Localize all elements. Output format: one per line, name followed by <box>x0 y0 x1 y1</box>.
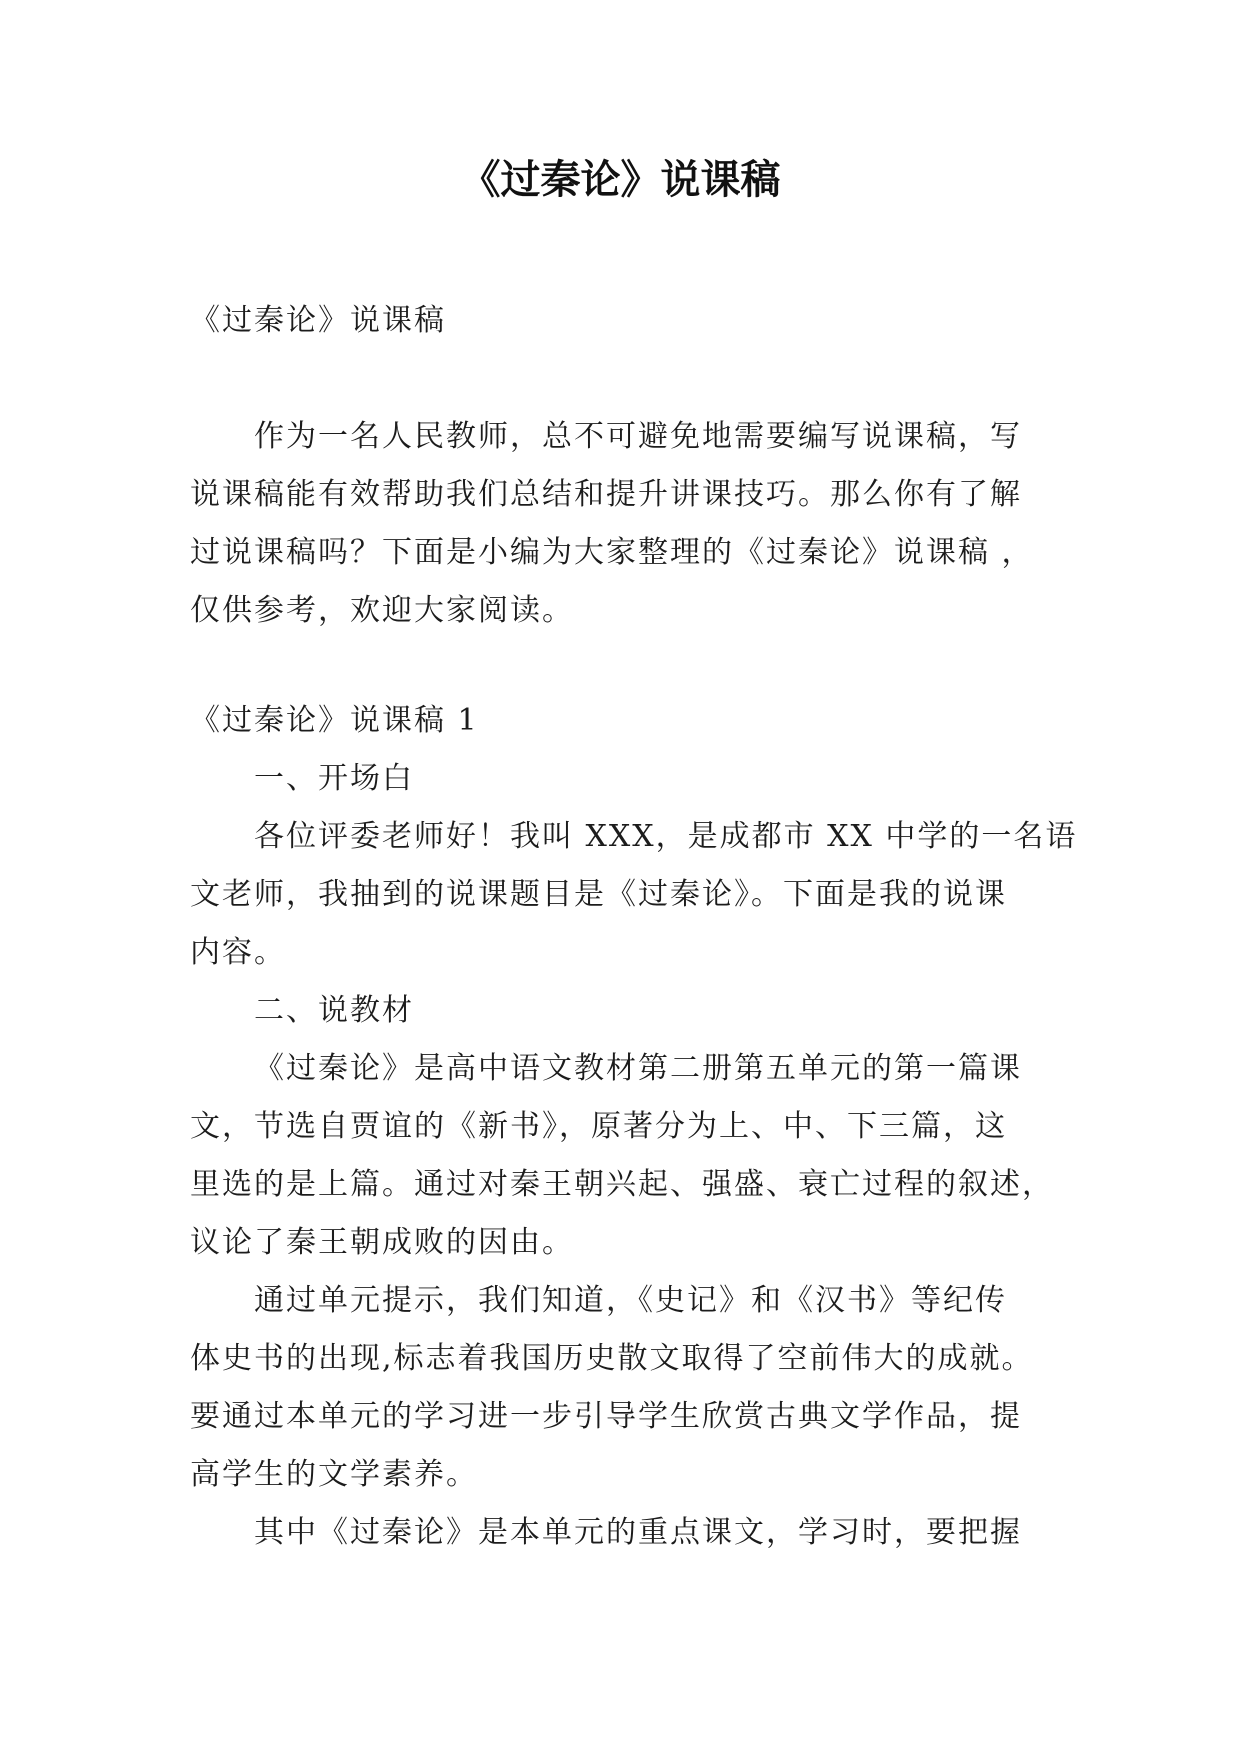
paragraph-line: 其中《过秦论》是本单元的重点课文，学习时，要把握 <box>254 1515 1022 1550</box>
paragraph-line: 议论了秦王朝成败的因由。 <box>190 1225 574 1260</box>
paragraph-line: 各位评委老师好！我叫 XXX，是成都市 XX 中学的一名语 <box>254 819 1078 854</box>
heading-textbook: 二、说教材 <box>254 993 414 1028</box>
key-text-paragraph <box>190 1504 1052 1562</box>
heading-opening: 一、开场白 <box>254 761 414 796</box>
textbook-paragraph <box>190 1040 1052 1272</box>
intro-line: 仅供参考，欢迎大家阅读。 <box>190 593 574 628</box>
intro-line: 作为一名人民教师，总不可避免地需要编写说课稿，写 <box>254 419 1022 454</box>
unit-paragraph <box>190 1272 1052 1504</box>
paragraph-line: 体史书的出现,标志着我国历史散文取得了空前伟大的成就。 <box>190 1341 1034 1376</box>
paragraph-line: 文老师，我抽到的说课题目是《过秦论》。下面是我的说课 <box>190 877 1007 912</box>
document-body <box>190 292 1078 1562</box>
paragraph-line: 《过秦论》是高中语文教材第二册第五单元的第一篇课 <box>254 1051 1022 1086</box>
intro-line: 过说课稿吗？下面是小编为大家整理的《过秦论》说课稿 ， <box>190 535 1034 570</box>
paragraph-line: 内容。 <box>190 935 286 970</box>
document-subtitle: 《过秦论》说课稿 <box>190 303 446 338</box>
intro-paragraph <box>190 408 1052 640</box>
paragraph-line: 高学生的文学素养。 <box>190 1457 478 1492</box>
section-title: 《过秦论》说课稿 1 <box>190 703 479 738</box>
intro-line: 说课稿能有效帮助我们总结和提升讲课技巧。那么你有了解 <box>190 477 1022 512</box>
paragraph-line: 里选的是上篇。通过对秦王朝兴起、强盛、衰亡过程的叙述， <box>190 1167 1054 1202</box>
document-title: 《过秦论》说课稿 <box>460 157 781 203</box>
paragraph-line: 通过单元提示，我们知道，《史记》和《汉书》等纪传 <box>254 1283 1007 1318</box>
opening-paragraph <box>190 808 1078 982</box>
paragraph-line: 要通过本单元的学习进一步引导学生欣赏古典文学作品，提 <box>190 1399 1022 1434</box>
paragraph-line: 文，节选自贾谊的《新书》，原著分为上、中、下三篇，这 <box>190 1109 1007 1144</box>
